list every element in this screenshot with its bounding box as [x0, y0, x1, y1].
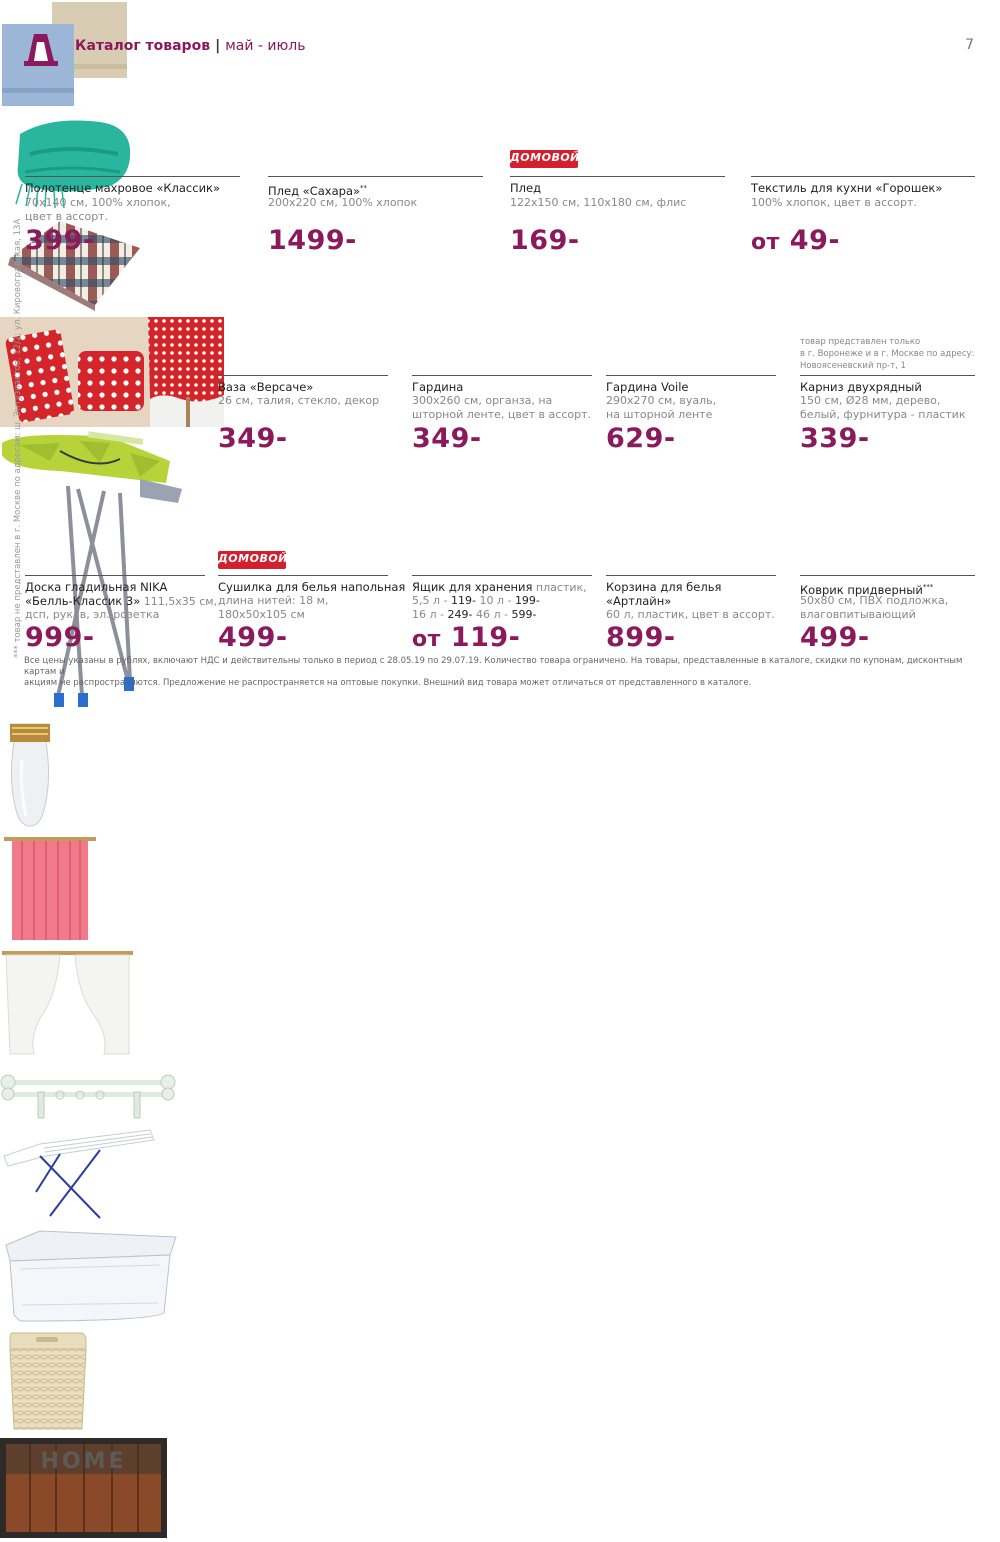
- product-desc: 180х50х105 см: [218, 608, 305, 621]
- divider: [751, 176, 975, 177]
- product-desc: 26 см, талия, стекло, декор: [218, 394, 380, 407]
- product-price: [751, 226, 840, 258]
- towel-image: [0, 0, 130, 110]
- catalog-period: май - июль: [225, 38, 306, 54]
- size-price-list: [412, 594, 540, 608]
- price-prefix: от: [751, 230, 780, 255]
- basket-image: [0, 1329, 95, 1434]
- product-price: 499-: [800, 622, 870, 653]
- page-number: 7: [965, 37, 974, 53]
- size-label: 10 л -: [475, 594, 515, 607]
- product-name: Плед: [510, 181, 542, 195]
- brand-logo: [24, 33, 58, 66]
- product-name: Сушилка для белья напольная: [218, 580, 406, 594]
- product-price: 999-: [25, 622, 95, 653]
- product-desc: длина нитей: 18 м,: [218, 594, 329, 607]
- cornice-image: [0, 1062, 178, 1122]
- curtain-image: [0, 834, 100, 944]
- divider: [412, 375, 592, 376]
- divider: [800, 375, 975, 376]
- storage-box-image: [0, 1225, 182, 1325]
- product-name-line2: «Артлайн»: [606, 594, 672, 608]
- title-separator: |: [215, 38, 221, 54]
- product-desc: 70х140 см, 100% хлопок,: [25, 196, 171, 209]
- product-desc: 122х150 см, 110х180 см, флис: [510, 196, 687, 209]
- brand-badge: ДОМОВОЙ: [510, 150, 578, 168]
- divider: [218, 375, 388, 376]
- divider: [25, 575, 205, 576]
- divider: [510, 176, 725, 177]
- availability-note: Новоясеневский пр-т, 1: [800, 361, 906, 371]
- product-desc: 100% хлопок, цвет в ассорт.: [751, 196, 917, 209]
- price-prefix: от: [412, 627, 441, 652]
- size-label: 16 л -: [412, 608, 448, 621]
- footnote-mark: ***: [922, 583, 934, 591]
- size-price: 119-: [450, 594, 476, 607]
- product-desc-inline: пластик,: [532, 581, 587, 594]
- product-desc: 50х80 см, ПВХ подложка,: [800, 594, 949, 607]
- product-price: 349-: [218, 423, 288, 454]
- product-desc: 300х260 см, органза, на: [412, 394, 553, 407]
- product-desc: дсп, рукав, эл. розетка: [25, 608, 160, 621]
- catalog-title: [75, 38, 305, 54]
- dryer-image: [0, 1126, 158, 1221]
- catalog-title-text: Каталог товаров: [75, 38, 211, 54]
- product-price: 1499-: [268, 225, 357, 256]
- product-desc: 200х220 см, 100% хлопок: [268, 196, 418, 209]
- legal-footer: [24, 656, 974, 689]
- product-name-text: Ящик для хранения: [412, 580, 533, 594]
- divider: [25, 176, 240, 177]
- product-name: Корзина для белья: [606, 580, 722, 594]
- divider: [412, 575, 592, 576]
- product-name: Гардина: [412, 380, 464, 394]
- textile-image: [0, 317, 224, 427]
- divider: [800, 575, 975, 576]
- divider: [268, 176, 483, 177]
- product-desc-inline: 111,5х35 см,: [140, 595, 218, 608]
- product-name: Текстиль для кухни «Горошек»: [751, 181, 943, 195]
- divider: [606, 575, 776, 576]
- product-name-text: Плед «Сахара»: [268, 183, 361, 198]
- product-desc: влаговпитывающий: [800, 608, 916, 621]
- product-desc: 150 см, Ø28 мм, дерево,: [800, 394, 941, 407]
- product-desc: белый, фурнитура - пластик: [800, 408, 966, 421]
- size-price: 199-: [514, 594, 540, 607]
- size-label: 46 л -: [472, 608, 512, 621]
- brand-badge: ДОМОВОЙ: [218, 551, 286, 569]
- product-name-line2: [25, 594, 217, 609]
- footnote-mark: **: [360, 184, 368, 192]
- product-price: 169-: [510, 225, 580, 256]
- door-mat-image: [0, 1438, 167, 1538]
- size-price: 599-: [511, 608, 537, 621]
- price-value: 119-: [450, 622, 521, 653]
- footer-line: Все цены указаны в рублях, включают НДС и действительны только в период с 28.05.19 по 29.07.19. Количество товара ограничено. На товары, представленные в каталоге, скидки по купонам, дисконтным картам и: [24, 656, 963, 677]
- curtain-voile-image: [0, 948, 135, 1058]
- product-desc: цвет в ассорт.: [25, 210, 109, 223]
- product-price: [412, 623, 520, 655]
- vase-image: [0, 720, 60, 830]
- product-desc: 290х270 см, вуаль,: [606, 394, 717, 407]
- product-name: Ваза «Версаче»: [218, 380, 314, 394]
- size-label: 5,5 л -: [412, 594, 451, 607]
- product-price: 499-: [218, 622, 288, 653]
- side-note: *** товар не представлен в г. Москве по адресам: ш. Энтузиастов, 12/2; ул. Кировоградская, 13А: [13, 218, 23, 658]
- availability-note: товар представлен только: [800, 337, 921, 347]
- product-desc: 60 л, пластик, цвет в ассорт.: [606, 608, 775, 621]
- divider: [606, 375, 776, 376]
- product-name: Гардина Voile: [606, 380, 689, 394]
- product-name: Доска гладильная NIKA: [25, 580, 168, 594]
- product-price: 339-: [800, 423, 870, 454]
- footer-line: акциям не распространяются. Предложение не распространяется на оптовые покупки. Внешний вид товара может отличаться от представленного в каталоге.: [24, 678, 752, 688]
- product-price: 629-: [606, 423, 676, 454]
- product-price: 349-: [412, 423, 482, 454]
- divider: [218, 575, 388, 576]
- product-price: 899-: [606, 622, 676, 653]
- product-name: [412, 580, 587, 595]
- product-name: Полотенце махровое «Классик»: [25, 181, 221, 195]
- availability-note: в г. Воронеже и в г. Москве по адресу:: [800, 349, 975, 359]
- size-price: 249-: [447, 608, 473, 621]
- product-name-text: Коврик придверный: [800, 582, 923, 597]
- product-name-text: «Белль-Классик 3»: [25, 594, 141, 608]
- product-name: Карниз двухрядный: [800, 380, 922, 394]
- size-price-list: [412, 608, 536, 622]
- product-desc: на шторной ленте: [606, 408, 713, 421]
- product-desc: шторной ленте, цвет в ассорт.: [412, 408, 591, 421]
- price-value: 49-: [789, 225, 841, 256]
- product-price: 399-: [25, 225, 95, 256]
- mat-image-text: HOME: [40, 1449, 127, 1474]
